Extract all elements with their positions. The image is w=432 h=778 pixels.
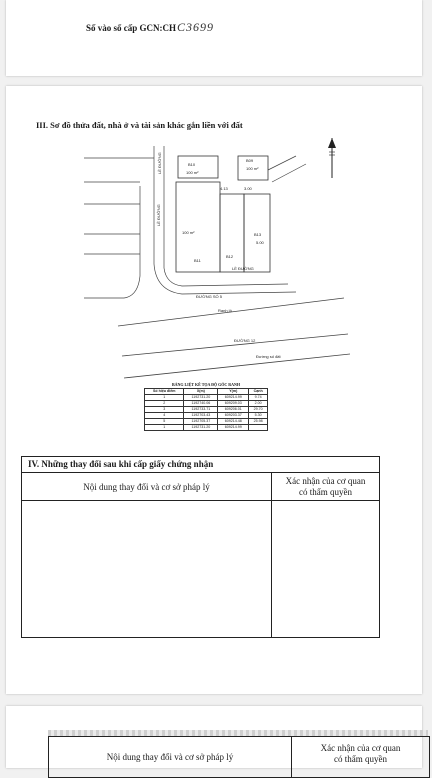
table-row: 5 1192705.37 609214.48 25.98 bbox=[145, 419, 268, 425]
col-x: X(m) bbox=[184, 389, 218, 395]
road-mark-2: Đường số đất bbox=[256, 354, 281, 359]
changes-table-divider bbox=[271, 500, 272, 637]
lot-b12-label: B12 bbox=[226, 254, 234, 259]
lot-b11-label: B11 bbox=[194, 258, 201, 263]
dimension-3: 5.00 bbox=[256, 240, 264, 245]
road-mark-1: Ranh lộ bbox=[218, 308, 232, 313]
col-authority-header: Xác nhận của cơ quan có thẩm quyền bbox=[285, 475, 366, 497]
col-edge: Cạnh bbox=[249, 389, 268, 395]
lot-b10-area: 100 m² bbox=[186, 170, 199, 175]
table-row: 3 1192733.71 609206.01 29.70 bbox=[145, 407, 268, 413]
lot-b10-label: B10 bbox=[188, 162, 196, 167]
table-row: 2 1192740.06 609209.03 2.00 bbox=[145, 401, 268, 407]
lot-b13-label: B13 bbox=[254, 232, 262, 237]
table-row: 4 1192703.43 609203.37 5.30 bbox=[145, 413, 268, 419]
col-authority-header: Xác nhận của cơ quan có thẩm quyền bbox=[320, 743, 401, 764]
coordinate-table bbox=[144, 388, 268, 431]
dimension-1: 4.13 bbox=[220, 186, 228, 191]
page-fragment-top bbox=[6, 0, 422, 76]
le-duong-2: LỀ ĐƯỜNG bbox=[156, 204, 161, 226]
col-y: Y(m) bbox=[218, 389, 249, 395]
dimension-2: 3.00 bbox=[244, 186, 252, 191]
le-duong-3: LỀ ĐƯỜNG bbox=[232, 266, 254, 271]
road-5-label: ĐƯỜNG SỐ 5 bbox=[196, 294, 222, 299]
north-arrow-icon bbox=[328, 138, 336, 178]
road-12-label: ĐƯỜNG 12 bbox=[234, 338, 256, 343]
changes-table bbox=[21, 456, 380, 638]
col-content-header: Nội dung thay đổi và cơ sở pháp lý bbox=[22, 473, 272, 500]
changes-table-header bbox=[22, 473, 379, 501]
section4-title: IV. Những thay đổi sau khi cấp giấy chứng nhận bbox=[22, 457, 379, 473]
lot-b09-area: 100 m² bbox=[246, 166, 259, 171]
col-content-header: Nội dung thay đổi và cơ sở pháp lý bbox=[49, 737, 292, 777]
handwritten-number: C3699 bbox=[177, 20, 215, 34]
section3-title: III. Sơ đồ thửa đất, nhà ở và tài sản khác gắn liền với đất bbox=[36, 120, 243, 130]
registration-number-label: Số vào sổ cấp GCN:CHC3699 bbox=[86, 20, 215, 34]
coordinate-table-block bbox=[144, 382, 268, 431]
le-duong-1: LỀ ĐƯỜNG bbox=[157, 152, 162, 174]
lot-b09-label: B09 bbox=[246, 158, 254, 163]
table-row: 1 1192731.20 609214.99 bbox=[145, 425, 268, 431]
plot-diagram bbox=[6, 86, 422, 386]
coordinate-table-title: BẢNG LIỆT KÊ TỌA ĐỘ GÓC RANH bbox=[171, 382, 241, 387]
lot-b11-area: 100 m² bbox=[182, 230, 195, 235]
changes-table-continued bbox=[48, 736, 430, 778]
page-fragment-bottom bbox=[6, 706, 422, 768]
street-lines bbox=[84, 146, 306, 298]
table-row: 1 1192731.20 609214.99 9.74 bbox=[145, 395, 268, 401]
land-certificate-page bbox=[6, 86, 422, 694]
col-point: Số hiệu điểm bbox=[145, 389, 184, 395]
